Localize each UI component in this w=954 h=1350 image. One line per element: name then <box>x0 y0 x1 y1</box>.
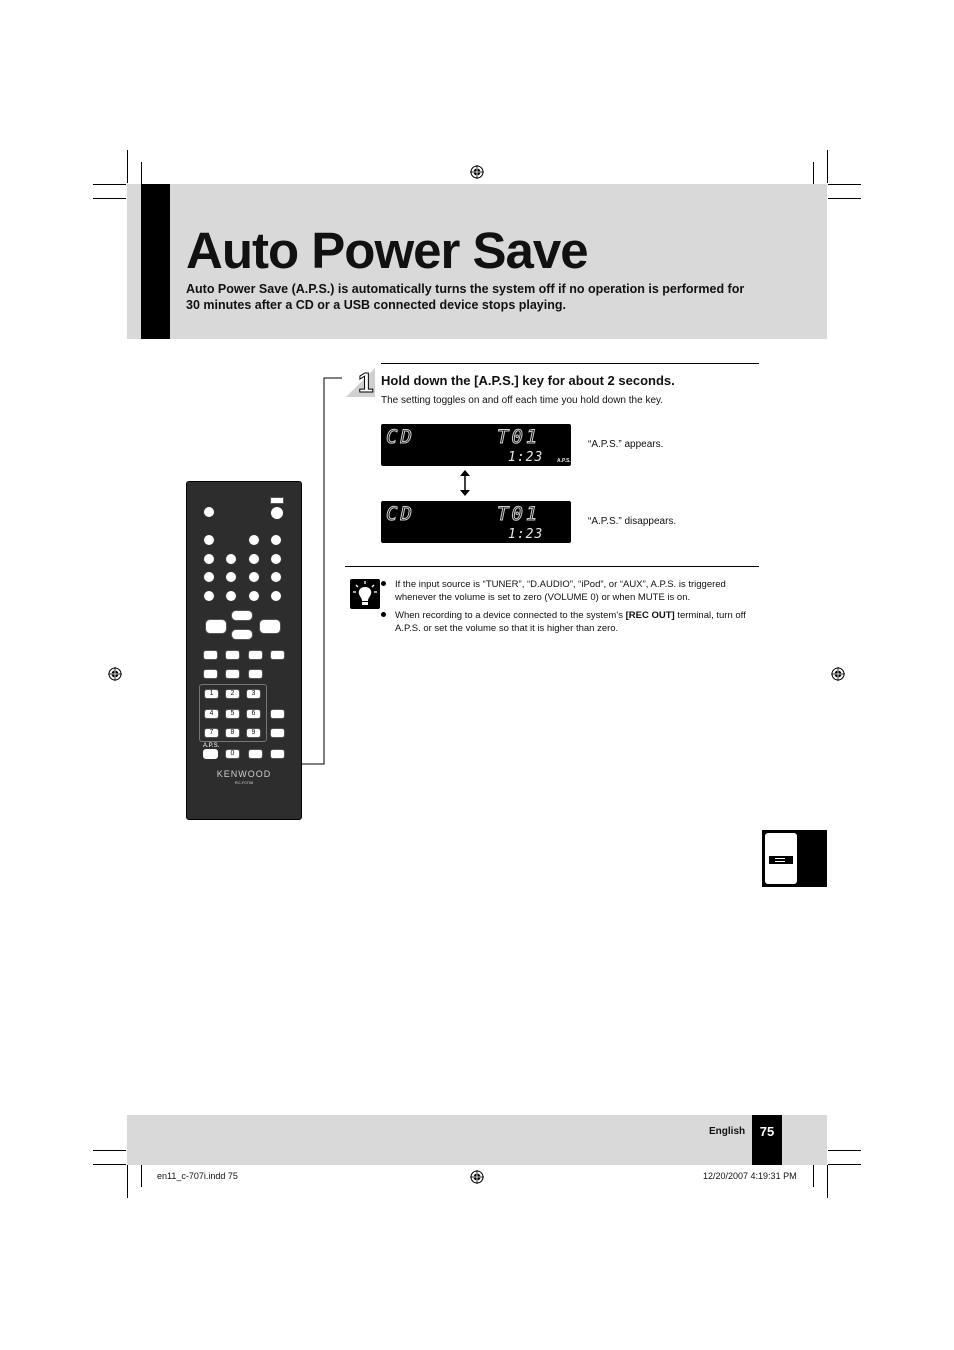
remote-button <box>270 728 285 738</box>
remote-button <box>248 669 263 679</box>
header-accent-bar <box>141 184 170 339</box>
lcd-track: T01 <box>497 503 541 525</box>
remote-control-illustration <box>186 481 302 820</box>
remote-model: RC-F0708 <box>234 780 254 785</box>
remote-button <box>203 650 218 660</box>
footer-band <box>127 1115 827 1165</box>
remote-button <box>248 590 260 602</box>
remote-button <box>203 669 218 679</box>
crop-mark <box>127 1165 128 1198</box>
note-item: When recording to a device connected to the system’s [REC OUT] terminal, turn off A.P.S. or set the volume so that it is higher than zero. <box>395 610 746 634</box>
keypad-key: 8 <box>225 728 240 738</box>
remote-button <box>248 749 263 759</box>
remote-brand: KENWOOD <box>216 769 272 779</box>
lcd-track: T01 <box>497 426 541 448</box>
crop-mark <box>93 1150 126 1151</box>
intro-text: Auto Power Save (A.P.S.) is automatically turns the system off if no operation is performed for 30 minutes after a CD or a USB connected device stops playing. <box>186 282 745 312</box>
keypad-key: 4 <box>204 709 219 719</box>
keypad-key: 5 <box>225 709 240 719</box>
remote-button <box>225 669 240 679</box>
remote-button <box>270 553 282 565</box>
page-number: 75 <box>752 1115 782 1165</box>
keypad-key: 7 <box>204 728 219 738</box>
crop-mark <box>93 184 126 185</box>
crop-mark <box>141 1165 142 1187</box>
remote-button <box>203 571 215 583</box>
registration-mark-icon <box>470 165 484 179</box>
lcd-source: CD <box>386 426 415 448</box>
step-heading: Hold down the [A.P.S.] key for about 2 seconds. <box>381 373 675 388</box>
footer-language: English <box>709 1126 746 1137</box>
remote-left-button <box>205 619 227 634</box>
crop-mark <box>127 150 128 183</box>
remote-right-button <box>259 619 281 634</box>
crop-mark <box>828 184 861 185</box>
crop-mark <box>828 1150 861 1151</box>
svg-text:1: 1 <box>358 367 374 398</box>
remote-button <box>203 506 215 518</box>
remote-aps-button <box>203 749 218 759</box>
remote-up-button <box>231 610 253 621</box>
remote-button <box>248 534 260 546</box>
crop-mark <box>813 1165 814 1187</box>
remote-button <box>248 650 263 660</box>
lcd-caption-off: “A.P.S.” disappears. <box>588 516 677 527</box>
lcd-aps-indicator: A.P.S. <box>557 458 571 464</box>
notes-top-rule <box>345 566 759 567</box>
remote-button <box>248 571 260 583</box>
remote-button <box>270 590 282 602</box>
lcd-time: 1:23 <box>508 450 544 465</box>
remote-power-button <box>270 506 284 520</box>
keypad-key: 2 <box>225 689 240 699</box>
remote-button <box>270 749 285 759</box>
power-icon <box>270 497 284 504</box>
lcd-display-off <box>381 501 571 543</box>
remote-button <box>248 553 260 565</box>
crop-mark <box>828 1164 861 1165</box>
remote-aps-label: A.P.S. <box>203 743 220 749</box>
slug-timestamp: 12/20/2007 4:19:31 PM <box>703 1171 797 1181</box>
keypad-key: 9 <box>246 728 261 738</box>
section-tab-icon <box>765 833 797 884</box>
lcd-caption-on: “A.P.S.” appears. <box>588 439 664 450</box>
lcd-time: 1:23 <box>508 527 544 542</box>
crop-mark <box>827 1165 828 1198</box>
keypad-key: 0 <box>225 749 240 759</box>
registration-mark-icon <box>831 667 845 681</box>
registration-mark-icon <box>108 667 122 681</box>
lcd-source: CD <box>386 503 415 525</box>
remote-button <box>270 650 285 660</box>
step-subtext: The setting toggles on and off each time you hold down the key. <box>381 395 664 406</box>
keypad-key: 6 <box>246 709 261 719</box>
double-arrow-icon <box>458 470 472 496</box>
remote-button <box>225 650 240 660</box>
keypad-key: 1 <box>204 689 219 699</box>
crop-mark <box>93 1164 126 1165</box>
remote-button <box>203 553 215 565</box>
note-item: If the input source is “TUNER”, “D.AUDIO”, “iPod”, or “AUX”, A.P.S. is triggered whenever the volume is set to zero (VOLUME 0) or when MUTE is on. <box>395 579 726 603</box>
remote-down-button <box>231 629 253 640</box>
crop-mark <box>828 198 861 199</box>
section-tab <box>762 830 827 887</box>
remote-button <box>270 571 282 583</box>
remote-button <box>270 534 282 546</box>
slug-filename: en11_c-707i.indd 75 <box>157 1171 238 1181</box>
registration-mark-icon <box>470 1170 484 1184</box>
crop-mark <box>93 198 126 199</box>
crop-mark <box>827 150 828 183</box>
step-top-rule <box>381 363 759 364</box>
remote-button <box>225 553 237 565</box>
remote-button <box>225 571 237 583</box>
remote-button <box>203 534 215 546</box>
lcd-display-on <box>381 424 571 466</box>
remote-button <box>225 590 237 602</box>
page-title: Auto Power Save <box>186 222 588 279</box>
remote-button <box>203 590 215 602</box>
remote-button <box>270 709 285 719</box>
keypad-key: 3 <box>246 689 261 699</box>
